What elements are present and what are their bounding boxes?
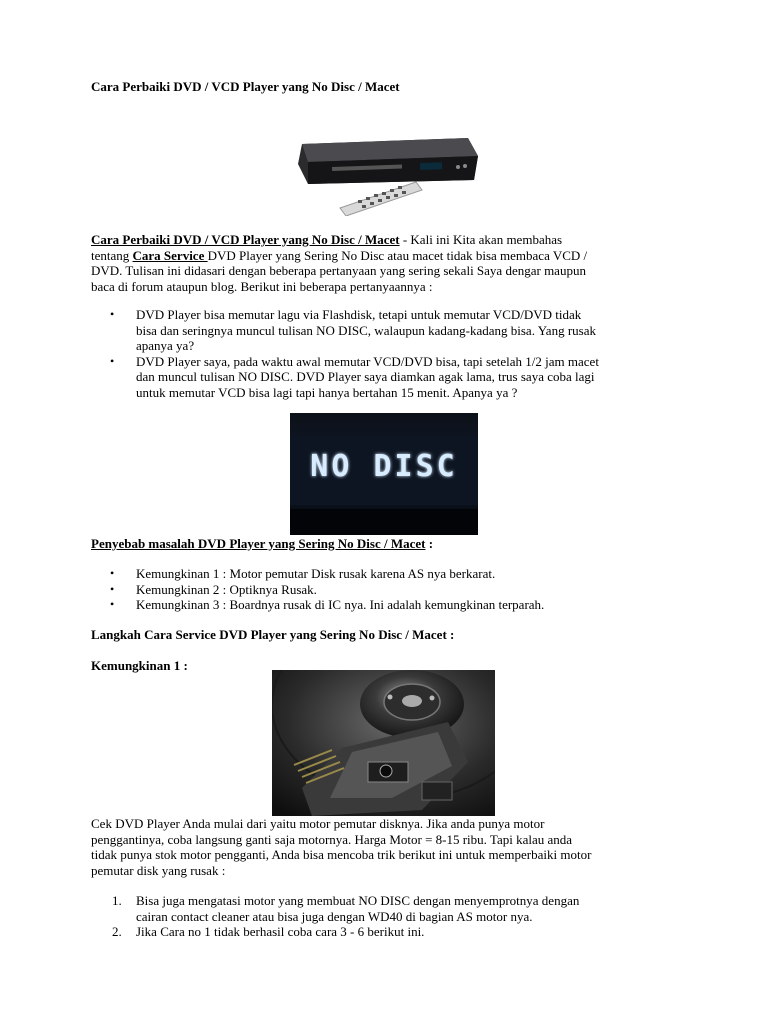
list-item-line: bisa dan seringnya muncul tulisan NO DISC, walaupun kadang-kadang bisa. Yang rusak <box>136 322 596 338</box>
paragraph-line: pemutar disk yang rusak : <box>91 862 226 878</box>
intro-text: tentang <box>91 247 133 263</box>
list-item-text: Kemungkinan 2 : Optiknya Rusak. <box>136 581 317 597</box>
list-item-line: apanya ya? <box>136 338 195 353</box>
no-disc-text: NO DISC <box>310 449 458 484</box>
intro-line <box>91 248 691 264</box>
list-item <box>91 597 691 613</box>
list-item <box>91 566 691 582</box>
intro-paragraph <box>91 232 691 294</box>
list-item-line: DVD Player saya, pada waktu awal memutar VCD/DVD bisa, tapi setelah 1/2 jam macet <box>136 353 599 369</box>
bullet-icon: • <box>110 581 115 596</box>
bullet-icon: • <box>110 597 115 611</box>
list-item-line: Jika Cara no 1 tidak berhasil coba cara 3 - 6 berikut ini. <box>136 924 425 939</box>
paragraph-line: penggantinya, coba langsung ganti saja motornya. Harga Motor = 8-15 ribu. Tapi kalau anda <box>91 831 573 847</box>
list-number: 2. <box>112 924 122 939</box>
bullet-icon: • <box>110 353 115 368</box>
check-paragraph <box>91 816 691 878</box>
list-item <box>91 924 691 940</box>
list-item <box>91 354 691 401</box>
intro-link-title[interactable]: Cara Perbaiki DVD / VCD Player yang No Disc / Macet <box>91 232 400 247</box>
list-number: 1. <box>112 893 122 908</box>
list-item-line: untuk memutar VCD bisa lagi tapi hanya bertahan 15 menit. Apanya ya ? <box>136 384 518 400</box>
paragraph-line: Cek DVD Player Anda mulai dari yaitu motor pemutar disknya. Jika anda punya motor <box>91 816 545 831</box>
bullet-icon: • <box>110 307 115 321</box>
list-item <box>91 582 691 598</box>
list-item-line: cairan contact cleaner atau bisa juga dengan WD40 di bagian AS motor nya. <box>136 908 533 924</box>
no-disc-display-image <box>290 413 478 535</box>
paragraph-line: tidak punya stok motor pengganti, Anda bisa mencoba trik berikut ini untuk memperbaiki motor <box>91 847 592 862</box>
steps-heading: Langkah Cara Service DVD Player yang Sering No Disc / Macet : <box>91 627 455 642</box>
cause-heading-link[interactable]: Penyebab masalah DVD Player yang Sering No Disc / Macet <box>91 536 426 551</box>
cause-heading-colon: : <box>425 536 434 551</box>
list-item-text: Kemungkinan 1 : Motor pemutar Disk rusak karena AS nya berkarat. <box>136 566 496 581</box>
list-item <box>91 307 691 354</box>
list-item-line: DVD Player bisa memutar lagu via Flashdisk, tetapi untuk memutar VCD/DVD tidak <box>136 307 582 322</box>
steps-list <box>91 893 691 940</box>
intro-text: - Kali ini Kita akan membahas <box>399 232 563 247</box>
cara-service-link[interactable]: Cara Service <box>132 247 208 263</box>
intro-line <box>91 232 691 248</box>
questions-list <box>91 307 691 400</box>
intro-text: DVD Player yang Sering No Disc atau macet tidak bisa membaca VCD / <box>207 247 588 263</box>
causes-list <box>91 566 691 613</box>
list-item-line: dan muncul tulisan NO DISC. DVD Player saya diamkan agak lama, trus saya coba lagi <box>136 369 595 384</box>
list-item-line: Bisa juga mengatasi motor yang membuat NO DISC dengan menyemprotnya dengan <box>136 893 580 908</box>
intro-line: DVD. Tulisan ini didasari dengan beberapa pertanyaan yang sering sekali Saya dengar maupun <box>91 263 586 278</box>
disc-motor-image <box>272 670 495 816</box>
intro-line: baca di forum ataupun blog. Berikut ini beberapa pertanyaannya : <box>91 278 433 294</box>
cause-heading <box>91 536 691 552</box>
list-item <box>91 893 691 924</box>
bullet-icon: • <box>110 566 115 580</box>
list-item-text: Kemungkinan 3 : Boardnya rusak di IC nya. Ini adalah kemungkinan terparah. <box>136 597 545 612</box>
kemungkinan-1-heading: Kemungkinan 1 : <box>91 658 188 673</box>
dvd-player-image <box>288 134 484 216</box>
page-title: Cara Perbaiki DVD / VCD Player yang No Disc / Macet <box>91 79 400 94</box>
